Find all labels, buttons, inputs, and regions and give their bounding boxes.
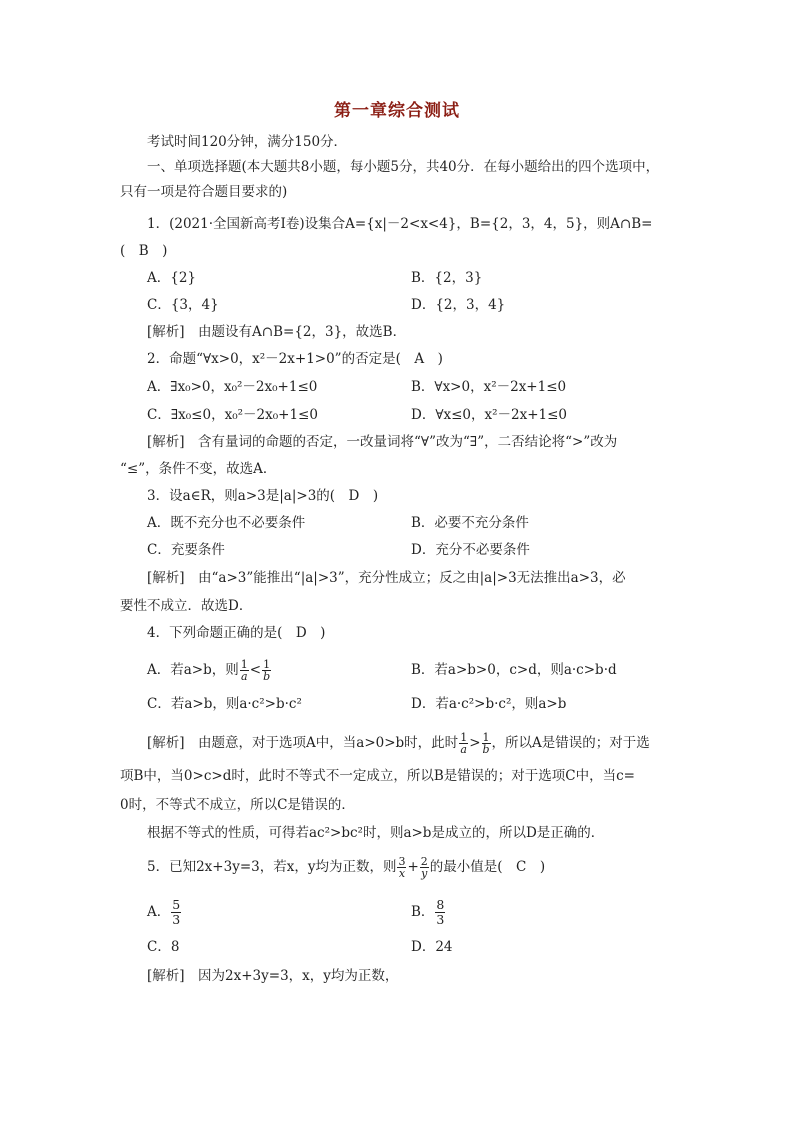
q4-solution-cont: 项B中，当0>c>d时，此时不等式不一定成立，所以B是错误的；对于选项C中，当c= (120, 768, 635, 784)
q3-option-a: A．既不充分也不必要条件 (147, 515, 306, 531)
q4-option-c: C．若a>b，则a·c²>b·c² (147, 696, 302, 712)
q3-option-c: C．充要条件 (147, 542, 225, 558)
q1-option-c: C．{3，4} (147, 297, 219, 313)
exam-time-info: 考试时间120分钟，满分150分． (147, 134, 348, 150)
q5-option-b: B． $\frac{8}{3}$ (411, 897, 445, 927)
q4-option-d: D．若a·c²>b·c²，则a>b (411, 696, 567, 712)
q4-solution: [解析] 由题意，对于选项A中，当a>0>b时，此时 $\frac{1}{a}$ > $\frac{1}{b}$ ，所以A是错误的；对于选 (147, 731, 650, 756)
fraction-three-over-x: $\frac{3}{x}$ (398, 855, 406, 880)
q5-option-c: C．8 (147, 939, 180, 955)
section-heading: 一、单项选择题(本大题共8小题，每小题5分，共40分．在每小题给出的四个选项中， (147, 159, 660, 175)
q5-option-a: A． $\frac{5}{3}$ (147, 897, 181, 927)
q1-solution: [解析] 由题设有A∩B={2，3}，故选B． (147, 324, 407, 340)
q4-option-a-text: A．若a>b，则 (147, 662, 239, 678)
q2-stem: 2．命题“∀x>0，x²－2x+1>0”的否定是( A ) (147, 351, 443, 367)
q2-option-a: A．∃x₀>0，x₀²－2x₀+1≤0 (147, 379, 318, 395)
q2-option-b: B．∀x>0，x²－2x+1≤0 (411, 379, 567, 395)
page-title: 第一章综合测试 (334, 101, 460, 121)
fraction-eight-thirds: $\frac{8}{3}$ (436, 897, 445, 927)
fraction-one-over-a: $\frac{1}{a}$ (240, 658, 248, 683)
q2-option-d: D．∀x≤0，x²－2x+1≤0 (411, 407, 568, 423)
q3-solution: [解析] 由“a>3”能推出“|a|>3”，充分性成立；反之由|a|>3无法推出a>3，必 (147, 570, 626, 586)
less-than-sign: < (249, 662, 262, 678)
q5-stem: 5．已知2x+3y=3，若x，y均为正数，则 $\frac{3}{x}$ + $\frac{2}{y}$ 的最小值是( C ) (147, 855, 546, 880)
q2-option-c: C．∃x₀≤0，x₀²－2x₀+1≤0 (147, 407, 318, 423)
q5-solution: [解析] 因为2x+3y=3，x，y均为正数， (147, 968, 399, 984)
q4-solution-conclusion: 根据不等式的性质，可得若ac²>bc²时，则a>b是成立的，所以D是正确的． (147, 825, 605, 841)
fraction-five-thirds: $\frac{5}{3}$ (172, 897, 181, 927)
q4-option-a (147, 655, 272, 685)
fraction-one-over-a: $\frac{1}{a}$ (460, 731, 468, 756)
q4-option-b: B．若a>b>0，c>d，则a·c>b·d (411, 662, 617, 678)
q3-option-b: B．必要不充分条件 (411, 515, 529, 531)
q5-option-d: D．24 (411, 939, 453, 955)
q3-option-d: D．充分不必要条件 (411, 542, 530, 558)
q1-answer-bracket: ( B ) (120, 243, 168, 259)
fraction-one-over-b: $\frac{1}{b}$ (263, 658, 271, 683)
q4-solution-cont2: 0时，不等式不成立，所以C是错误的． (120, 797, 355, 813)
q1-option-d: D．{2，3，4} (411, 297, 506, 313)
q1-option-b: B．{2，3} (411, 270, 483, 286)
fraction-two-over-y: $\frac{2}{y}$ (420, 855, 428, 880)
q4-stem: 4．下列命题正确的是( D ) (147, 625, 326, 641)
fraction-one-over-b: $\frac{1}{b}$ (482, 731, 490, 756)
q1-option-a: A．{2} (147, 270, 197, 286)
q3-solution-cont: 要性不成立．故选D． (120, 598, 253, 614)
q3-stem: 3．设a∈R，则a>3是|a|>3的( D ) (147, 488, 379, 504)
section-heading-cont: 只有一项是符合题目要求的) (120, 184, 288, 200)
q1-stem: 1．(2021·全国新高考Ⅰ卷)设集合A={x|－2<x<4}，B={2，3，4，5}，则A∩B= (147, 216, 653, 232)
q2-solution: [解析] 含有量词的命题的否定，一改量词将“∀”改为“∃”，二否结论将“>”改为 (147, 434, 618, 450)
q2-solution-cont: “≤”，条件不变，故选A． (120, 461, 277, 477)
